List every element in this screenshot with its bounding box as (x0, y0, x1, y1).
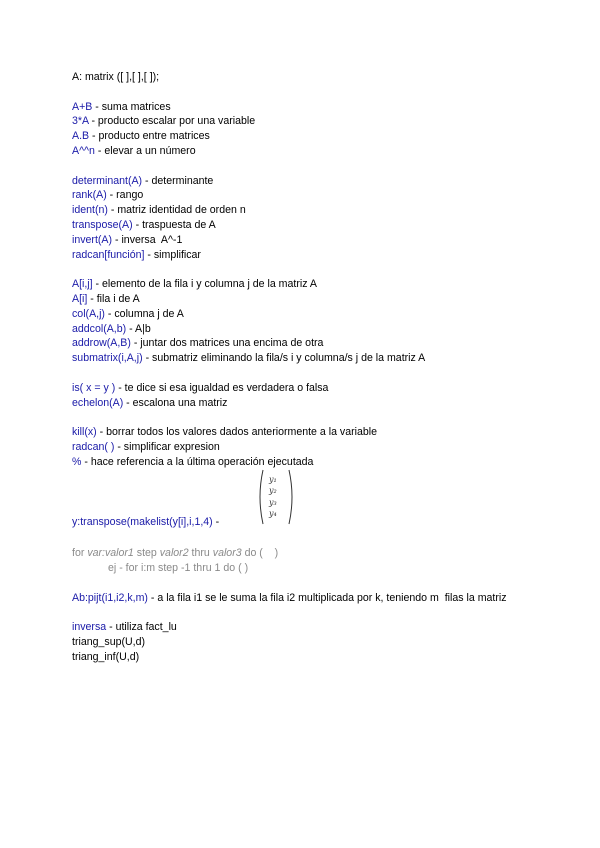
step-keyword: step (133, 547, 160, 560)
description: - inversa A^-1 (112, 233, 183, 246)
command: is( x = y ) (72, 381, 116, 394)
element-line (72, 277, 572, 292)
description: - utiliza fact_lu (106, 621, 177, 634)
radcan-simplify-line (72, 440, 572, 455)
pijt-line (72, 591, 572, 606)
command: Ab:pijt(i1,i2,k,m) (72, 591, 148, 604)
makelist-example (72, 470, 572, 532)
command: addcol(A,b) (72, 322, 127, 335)
matrix-definition-line: A: matrix ([ ],[ ],[ ]); (72, 71, 160, 83)
addrow-line (72, 336, 572, 351)
for-var: var:valor1 (87, 547, 134, 560)
submatrix-line (72, 351, 572, 366)
row-line (72, 292, 572, 307)
command: A+B (72, 100, 93, 113)
column-vector-matrix (255, 468, 297, 526)
for-keyword: for (72, 547, 88, 560)
description: - borrar todos los valores dados anteriormente a la variable (96, 426, 378, 439)
command: kill(x) (72, 426, 97, 439)
description: - a la fila i1 se le suma la fila i2 multiplicada por k, teniendo m filas la matriz (147, 591, 507, 604)
determinant-line (72, 174, 572, 189)
description: - matriz identidad de orden n (107, 204, 246, 217)
triang-sup-line: triang_sup(U,d) (72, 636, 146, 649)
invert-line (72, 233, 572, 248)
command: col(A,j) (72, 307, 105, 320)
description: - suma matrices (92, 100, 171, 113)
description: - rango (106, 189, 144, 202)
command: radcan( ) (72, 440, 115, 453)
triang-inf-line: triang_inf(U,d) (72, 650, 140, 663)
for-loop-line (72, 546, 572, 561)
description: - escalona una matriz (123, 396, 228, 409)
command: A[i,j] (72, 278, 93, 291)
command: A^^n (72, 144, 95, 157)
command: 3*A (72, 115, 89, 128)
command: invert(A) (72, 233, 113, 246)
command: ident(n) (72, 204, 108, 217)
description: - simplificar (144, 248, 201, 261)
matrix-cell: y₄ (269, 509, 277, 519)
command: submatrix(i,A,j) (72, 352, 143, 365)
command: inversa (72, 621, 107, 634)
command: radcan[función] (72, 248, 145, 261)
is-line (72, 381, 572, 396)
for-valor3: valor3 (212, 547, 242, 560)
description: - traspuesta de A (132, 218, 216, 231)
description: - juntar dos matrices una encima de otra (130, 337, 324, 350)
description: - elevar a un número (94, 144, 196, 157)
addcol-line (72, 322, 572, 337)
command: % (72, 455, 82, 468)
for-valor2: valor2 (159, 547, 189, 560)
command: y:transpose(makelist(y[i],i,1,4) (72, 515, 213, 528)
do-keyword: do ( ) (241, 547, 279, 560)
command: A.B (72, 130, 90, 143)
matrix-cell: y₃ (269, 497, 277, 507)
command: echelon(A) (72, 396, 124, 409)
document-page (72, 70, 572, 665)
scalar-line (72, 114, 572, 129)
percent-line (72, 455, 572, 470)
description: - producto entre matrices (89, 130, 210, 143)
description: - producto escalar por una variable (88, 115, 256, 128)
description: - columna j de A (104, 307, 184, 320)
radcan-line (72, 248, 572, 263)
sum-line (72, 100, 572, 115)
makelist-line (72, 515, 219, 530)
command: addrow(A,B) (72, 337, 131, 350)
power-line (72, 144, 572, 159)
description: - fila i de A (87, 292, 140, 305)
col-line (72, 307, 572, 322)
product-line (72, 129, 572, 144)
description: - (212, 515, 220, 528)
command: transpose(A) (72, 218, 133, 231)
command: determinant(A) (72, 174, 143, 187)
matrix-cell: y₂ (269, 486, 277, 496)
inversa-line (72, 620, 572, 635)
kill-line (72, 425, 572, 440)
ident-line (72, 203, 572, 218)
description: - determinante (142, 174, 214, 187)
echelon-line (72, 396, 572, 411)
description: - te dice si esa igualdad es verdadera o falsa (115, 381, 329, 394)
for-example-line: ej - for i:m step -1 thru 1 do ( ) (108, 562, 249, 575)
description: - A|b (126, 322, 151, 335)
rank-line (72, 188, 572, 203)
description: - simplificar expresion (114, 440, 220, 453)
transpose-line (72, 218, 572, 233)
command: A[i] (72, 292, 88, 305)
matrix-cell: y₁ (269, 474, 277, 484)
thru-keyword: thru (188, 547, 213, 560)
command: rank(A) (72, 189, 107, 202)
description: - submatriz eliminando la fila/s i y columna/s j de la matriz A (142, 352, 426, 365)
description: - elemento de la fila i y columna j de la matriz A (92, 278, 317, 291)
description: - hace referencia a la última operación ejecutada (81, 455, 314, 468)
